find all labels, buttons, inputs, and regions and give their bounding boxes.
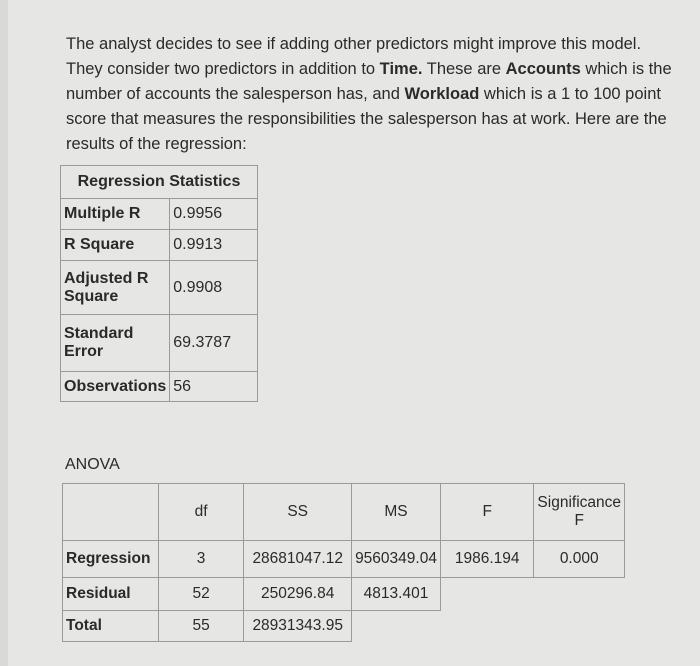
intro-text: These are — [422, 60, 506, 78]
row-label: Total — [63, 611, 159, 642]
header-cell: MS — [352, 484, 441, 541]
stat-value: 0.9908 — [170, 261, 258, 315]
term-workload: Workload — [404, 85, 480, 103]
empty-cell — [352, 611, 625, 642]
cell: 3 — [158, 541, 243, 578]
anova-heading: ANOVA — [65, 456, 120, 473]
cell: 52 — [158, 578, 243, 611]
term-accounts: Accounts — [505, 60, 581, 78]
stat-label: Observations — [61, 372, 170, 402]
header-cell: df — [158, 484, 243, 541]
cell: 28681047.12 — [244, 541, 352, 578]
stat-value: 0.9956 — [170, 199, 258, 230]
header-cell: SS — [244, 484, 352, 541]
cell: 1986.194 — [440, 541, 533, 578]
anova-table — [62, 483, 625, 642]
header-cell: F — [440, 484, 533, 541]
intro-text: which is the number of accounts the salesperson has, and — [66, 60, 672, 103]
table-title: Regression Statistics — [61, 166, 258, 199]
intro-text: The analyst decides to see if adding other predictors might improve this model. They consider two predictors in addition to — [66, 35, 642, 78]
row-label: Regression — [63, 541, 159, 578]
term-time: Time. — [379, 60, 423, 78]
intro-paragraph — [66, 32, 676, 157]
cell: 9560349.04 — [352, 541, 441, 578]
empty-cell — [440, 578, 624, 611]
cell: 0.000 — [534, 541, 625, 578]
intro-text: which is a 1 to 100 point score that measures the responsibilities the salesperson has at work. Here are the results of the regression: — [66, 85, 667, 153]
stat-label: R Square — [61, 230, 170, 261]
cell: 28931343.95 — [244, 611, 352, 642]
stat-value: 69.3787 — [170, 315, 258, 372]
header-cell — [63, 484, 159, 541]
cell: 55 — [158, 611, 243, 642]
row-label: Residual — [63, 578, 159, 611]
stat-value: 0.9913 — [170, 230, 258, 261]
regression-statistics-table — [60, 165, 258, 402]
cell: 4813.401 — [352, 578, 441, 611]
stat-label: Standard Error — [61, 315, 170, 372]
stat-label: Multiple R — [61, 199, 170, 230]
header-cell: Significance F — [534, 484, 625, 541]
stat-value: 56 — [170, 372, 258, 402]
stat-label: Adjusted R Square — [61, 261, 170, 315]
cell: 250296.84 — [244, 578, 352, 611]
